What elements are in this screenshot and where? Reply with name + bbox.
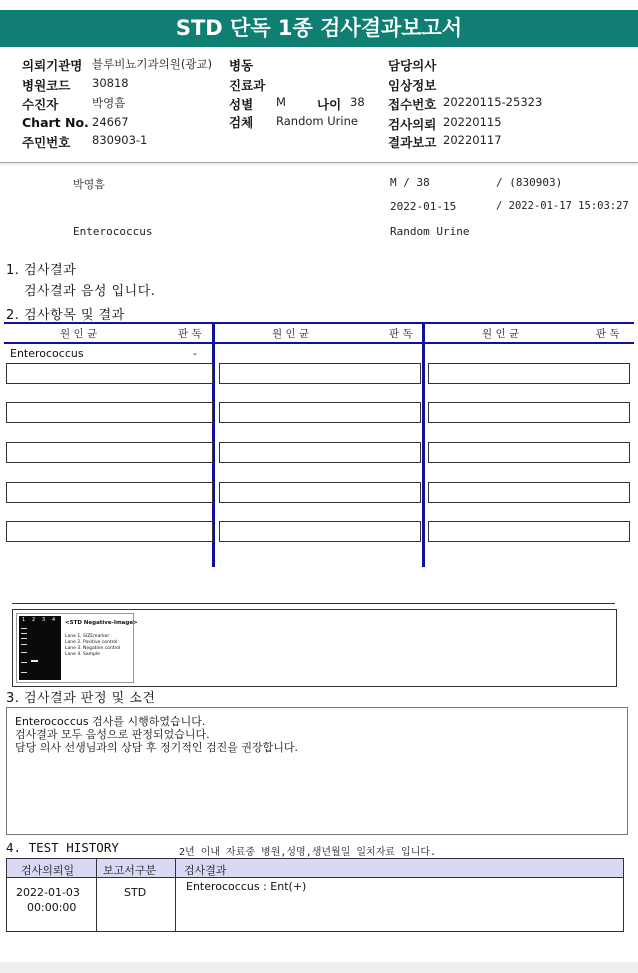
summary-sex-age: M / 38 (390, 176, 430, 189)
gel-band (21, 652, 27, 653)
results-top-rule (4, 322, 634, 324)
hospital-label: 의뢰기관명 (22, 58, 83, 73)
results-header-rule (4, 342, 634, 344)
col1-result-header: 판 독 (178, 328, 202, 340)
gel-band (21, 644, 27, 645)
result-box (6, 521, 213, 542)
age-label: 나이 (317, 97, 342, 112)
code-label: 병원코드 (22, 78, 71, 93)
sex-value: M (276, 95, 286, 109)
result-row1-pathogen: Enterococcus (10, 347, 84, 360)
doctor-label: 담당의사 (388, 58, 437, 73)
gel-lane-1-label: 1 (22, 617, 26, 623)
gel-lane-3-label: 3 (42, 617, 46, 623)
patient-label: 수진자 (22, 97, 59, 112)
report-title: STD 단독 1종 검사결과보고서 (0, 10, 638, 47)
opinion-line-1: Enterococcus 검사를 시행하였습니다. (15, 715, 206, 728)
gel-lane-2-label: 2 (32, 617, 36, 623)
request-value: 20220115 (443, 115, 502, 129)
chart-label: Chart No. (22, 115, 89, 130)
result-box (6, 442, 213, 463)
ward-label: 병동 (229, 58, 254, 73)
result-box (219, 482, 421, 503)
result-box (219, 402, 421, 423)
opinion-box (6, 707, 628, 835)
gel-band (21, 672, 27, 673)
section2-title: 2. 검사항목 및 결과 (6, 308, 125, 323)
result-box (219, 363, 421, 384)
specimen-value: Random Urine (276, 114, 358, 128)
history-row-date: 2022-01-03 (16, 886, 80, 899)
gel-image-card (16, 613, 138, 683)
summary-specimen: Random Urine (390, 225, 470, 238)
col2-pathogen-header: 원 인 균 (272, 328, 310, 340)
gel-band (21, 633, 27, 634)
column-divider-2 (422, 322, 425, 567)
clinical-label: 임상정보 (388, 78, 437, 93)
gel-band (31, 660, 38, 662)
report-value: 20220117 (443, 133, 502, 147)
gel-top-rule (12, 603, 615, 604)
summary-organism: Enterococcus (73, 225, 153, 238)
section3-title: 3. 검사결과 판정 및 소견 (6, 691, 156, 706)
history-row-type: STD (124, 886, 147, 899)
opinion-line-2: 검사결과 모두 음성으로 판정되었습니다. (15, 728, 210, 741)
report-label: 결과보고 (388, 135, 437, 150)
result-box (219, 521, 421, 542)
gel-band (21, 638, 27, 639)
result-box (428, 363, 630, 384)
col3-result-header: 판 독 (596, 328, 620, 340)
result-box (6, 363, 213, 384)
chart-value: 24667 (92, 115, 129, 129)
summary-report-datetime: / 2022-01-17 15:03:27 (496, 200, 629, 212)
history-row-time: 00:00:00 (27, 901, 77, 914)
receipt-label: 접수번호 (388, 97, 437, 112)
page-footer-strip (0, 962, 638, 973)
header-divider (0, 162, 638, 163)
section1-title: 1. 검사결과 (6, 263, 77, 278)
patient-value: 박영흠 (92, 96, 126, 110)
gel-title: <STD Negative-Image> (65, 620, 138, 626)
id-value: 830903-1 (92, 133, 148, 147)
gel-legend-2: Lane 2. Positive control (65, 640, 118, 645)
history-col-date: 검사의뢰일 (21, 864, 75, 877)
result-box (219, 442, 421, 463)
summary-name: 박영흠 (73, 178, 105, 191)
gel-band (21, 628, 27, 629)
history-header-row (7, 859, 623, 878)
gel-legend-1: Lane 1. SIZEmarker (65, 634, 110, 639)
dept-label: 진료과 (229, 78, 266, 93)
age-value: 38 (350, 95, 365, 109)
request-label: 검사의뢰 (388, 117, 437, 132)
history-col-divider-1 (96, 859, 97, 931)
result-box (428, 442, 630, 463)
gel-legend-3: Lane 3. Negative control (65, 646, 121, 651)
id-label: 주민번호 (22, 135, 71, 150)
history-row-result: Enterococcus : Ent(+) (186, 880, 307, 893)
code-value: 30818 (92, 76, 129, 90)
history-col-type: 보고서구분 (103, 864, 157, 877)
receipt-value: 20220115-25323 (443, 95, 543, 109)
result-row1-result: - (193, 347, 197, 360)
history-table (6, 858, 624, 932)
hospital-value: 블루비뇨기과의원(광교) (92, 57, 213, 71)
gel-legend-4: Lane 4. Sample (65, 652, 100, 657)
result-box (428, 521, 630, 542)
result-box (428, 402, 630, 423)
summary-request-date: 2022-01-15 (390, 200, 457, 213)
opinion-line-3: 담당 의사 선생님과의 상담 후 정기적인 검진을 권장합니다. (15, 741, 298, 754)
gel-band (21, 662, 27, 663)
result-box (6, 482, 213, 503)
col3-pathogen-header: 원 인 균 (482, 328, 520, 340)
col2-result-header: 판 독 (389, 328, 413, 340)
history-note: 2년 이내 자료중 병원,성명,생년월일 일치자료 입니다. (179, 847, 437, 858)
history-col-result: 검사결과 (184, 864, 227, 877)
result-box (6, 402, 213, 423)
gel-image (19, 616, 61, 680)
history-col-divider-2 (175, 859, 176, 931)
gel-lane-4-label: 4 (52, 617, 56, 623)
result-box (428, 482, 630, 503)
summary-birth: / (830903) (496, 176, 563, 189)
section4-title: 4. TEST HISTORY (6, 840, 119, 855)
gel-panel (12, 609, 617, 687)
col1-pathogen-header: 원 인 균 (60, 328, 98, 340)
specimen-label: 검체 (229, 115, 254, 130)
sex-label: 성별 (229, 97, 254, 112)
section1-text: 검사결과 음성 입니다. (24, 284, 156, 299)
